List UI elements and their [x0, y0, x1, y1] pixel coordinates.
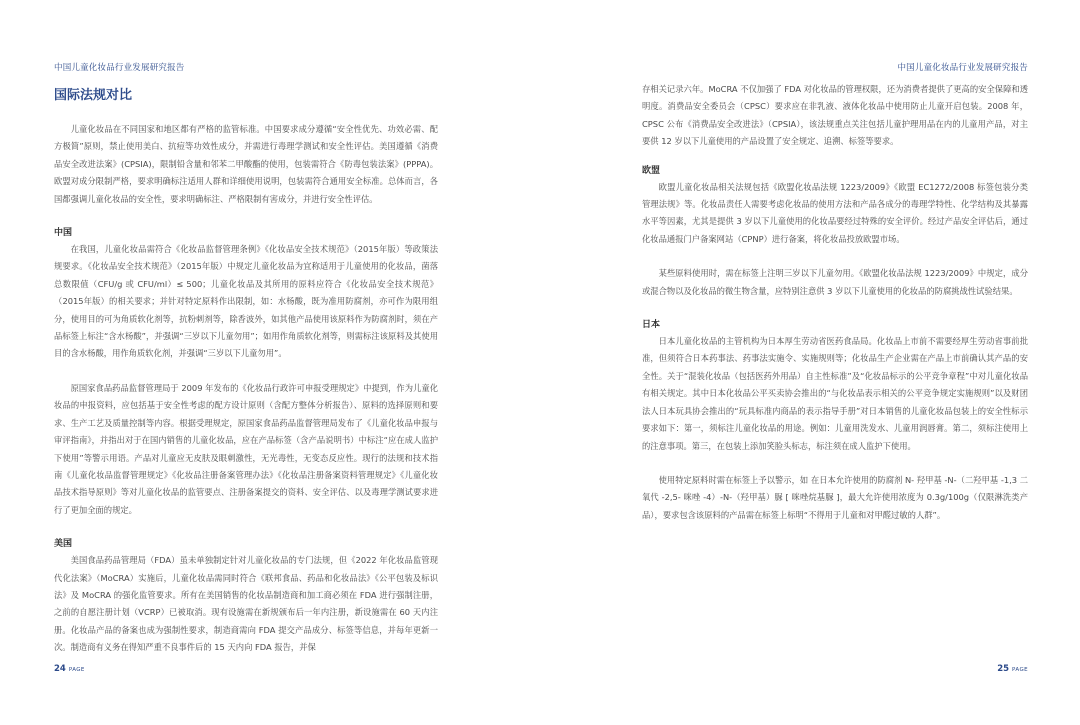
- page-number-right: [997, 664, 1028, 674]
- running-header-right: 中国儿童化妆品行业发展研究报告: [897, 63, 1028, 73]
- china-paragraph-2: 原国家食品药品监督管理局于 2009 年发布的《化妆品行政许可申报受理规定》中提到，作为儿童化妆品的申报资料，应包括基于安全性考虑的配方设计原则（含配方整体分析报告）、原料的选择原则和要求、生产工艺及质量控制等内容。根据受理规定，原国家食品药品监督管理局发布了《儿童化妆品申报与审评指南》，并指出对于在国内销售的儿童化妆品，应在产品标签（含产品说明书）中标注“应在成人监护下使用”等警示用语。产品对儿童应无皮肤及眼刺激性，无光毒性，无变态反应性。现行的法规和技术指南《儿童化妆品监督管理规定》《化妆品注册备案管理办法》《化妆品注册备案资料管理规定》《儿童化妆品技术指导原则》等对儿童化妆品的监管要点、注册备案提交的资料、安全评估、以及毒理学测试要求进行了更加全面的规定。: [54, 382, 438, 515]
- page-word: PAGE: [68, 667, 85, 673]
- right-column: [642, 81, 1028, 524]
- page-number: 25: [997, 664, 1010, 674]
- usa-paragraph-continued: 存相关记录六年。MoCRA 不仅加强了 FDA 对化妆品的管理权限，还为消费者提供了更高的安全保障和透明度。消费品安全委员会（CPSC）要求应在非乳液、液体化妆品中使用防止儿童开启包装。2008 年，CPSC 公布《消费品安全改进法》（CPSIA），该法规重点关注包括儿童护理用品在内的儿童用产品，对主要供 12 岁以下儿童使用的产品设置了安全规定、追溯、标签等要求。: [642, 84, 1028, 147]
- section-heading-eu: 欧盟: [642, 165, 661, 176]
- page-number-left: [54, 664, 85, 674]
- section-heading-china: 中国: [54, 228, 73, 239]
- page-title: 国际法规对比: [54, 88, 133, 103]
- japan-paragraph-2: 使用特定原料时需在标签上予以警示，如 在日本允许使用的防腐剂 N- 羟甲基 -N-（二羟甲基 -1,3 二氧代 -2,5- 咪唑 -4）-N-（羟甲基）脲 [ 咪唑烷基脲 ]，最大允许使用浓度为 0.3g/100g（仅限淋洗类产品），要求包含该原料的产品需在标签上标明“不得用于儿童和对甲醛过敏的人群”。: [642, 474, 1028, 520]
- eu-paragraph-1: 欧盟儿童化妆品相关法规包括《欧盟化妆品法规 1223/2009》《欧盟 EC1272/2008 标签包装分类管理法规》等。化妆品责任人需要考虑化妆品的使用方法和产品各成分的毒理学特性、化学结构及其暴露水平等因素，尤其是提供 3 岁以下儿童使用的化妆品要经过特殊的安全评价。经过产品安全评估后，通过化妆品通报门户备案网站（CPNP）进行备案，将化妆品投放欧盟市场。: [642, 181, 1028, 244]
- section-heading-japan: 日本: [642, 320, 661, 331]
- left-column: [54, 121, 438, 657]
- china-paragraph-1: 在我国，儿童化妆品需符合《化妆品监督管理条例》《化妆品安全技术规范》（2015年版）等政策法规要求。《化妆品安全技术规范》（2015年版）中规定儿童化妆品为宜称适用于儿童使用的化妆品，菌落总数限值（CFU/g 或 CFU/ml）≤ 500；儿童化妆品及其所用的原料应符合《化妆品安全技术规范》（2015年版）的相关要求；并针对特定原料作出限制，如：水杨酸，既为准用防腐剂，亦可作为限用组分，使用目的可为角质软化剂等，抗粉刺剂等，除香波外，如其他产品使用该原料作为防腐剂时，须在产品标签上标注“含水杨酸”，并强调“三岁以下儿童勿用”；如用作角质软化剂等，则需标注该原料及其使用目的含水杨酸，用作角质软化剂，并强调“三岁以下儿童勿用”。: [54, 244, 438, 359]
- page-word: PAGE: [1012, 667, 1028, 673]
- intro-paragraph: 儿童化妆品在不同国家和地区都有严格的监管标准。中国要求成分遵循“安全性优先、功效必需、配方极简”原则，禁止使用美白、抗痘等功效性成分，并需进行毒理学测试和安全性评估。美国遵循《消费品安全改进法案》(CPSIA)，限制铅含量和邻苯二甲酸酯的使用，包装需符合《防毒包装法案》(PPPA)。欧盟对成分限制严格，要求明确标注适用人群和详细使用说明，包装需符合通用安全标准。总体而言，各国都强调儿童化妆品的安全性，要求明确标注、严格限制有害成分，并进行安全性评估。: [54, 124, 438, 204]
- section-heading-usa: 美国: [54, 539, 73, 550]
- eu-paragraph-2: 某些原料使用时，需在标签上注明三岁以下儿童勿用。《欧盟化妆品法规 1223/2009》中规定，成分或混合物以及化妆品的微生物含量，应特别注意供 3 岁以下儿童使用的化妆品的防腐挑战性试验结果。: [642, 268, 1028, 296]
- japan-paragraph-1: 日本儿童化妆品的主管机构为日本厚生劳动省医药食品局。化妆品上市前不需要经厚生劳动省事前批准，但须符合日本药事法、药事法实施令、实施规则等；化妆品生产企业需在产品上市前确认其产品的安全性。关于“混装化妆品（包括医药外用品）自主性标准”及“化妆品标示的公平竞争章程”中对儿童化妆品有相关规定。其中日本化妆品公平买卖协会推出的“与化妆品表示相关的公平竞争规定实施规则”以及财团法人日本玩具协会推出的“玩具标准内商品的表示指导手册”对日本销售的儿童化妆品包装上的安全性标示要求如下：第一，须标注儿童化妆品的用途。例如：儿童用洗发水、儿童用润唇膏。第二，须标注使用上的注意事项。第三，在包装上添加笑脸头标志，标注须在成人监护下使用。: [642, 336, 1028, 451]
- right-page: [540, 0, 1080, 725]
- page-number: 24: [54, 664, 66, 674]
- usa-paragraph-1: 美国食品药品管理局（FDA）虽未单独制定针对儿童化妆品的专门法规，但《2022 年化妆品监管现代化法案》（MoCRA）实施后，儿童化妆品需同时符合《联邦食品、药品和化妆品法》《公平包装及标识法》及 MoCRA 的强化监管要求。所有在美国销售的化妆品制造商和加工商必须在 FDA 进行强制注册，之前的自愿注册计划（VCRP）已被取消。现有设施需在新规颁布后一年内注册，新设施需在 60 天内注册。化妆品产品的备案也成为强制性要求，制造商需向 FDA 提交产品成分、标签等信息，并每年更新一次。制造商有义务在得知严重不良事件后的 15 天内向 FDA 报告，并保: [54, 555, 438, 653]
- running-header-left: 中国儿童化妆品行业发展研究报告: [54, 63, 185, 73]
